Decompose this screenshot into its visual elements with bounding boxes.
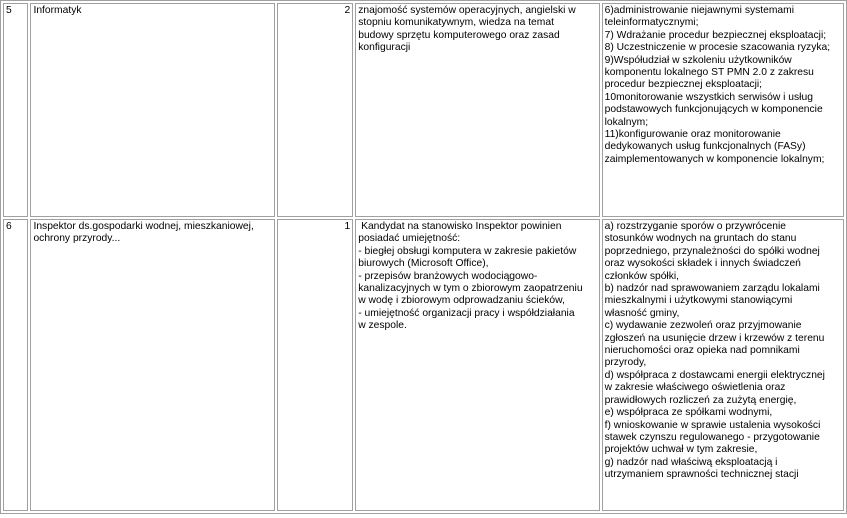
duties-line: prawidłowych rozliczeń za zużytą energię, bbox=[604, 394, 797, 406]
duties-line: oraz wysokości składek i innych świadczeń bbox=[604, 258, 801, 270]
row-number-cell bbox=[3, 3, 28, 217]
duties-line: dedykowanych usług funkcjonalnych (FASy) bbox=[604, 141, 806, 153]
table-row bbox=[3, 3, 844, 217]
position-cell bbox=[30, 219, 274, 511]
requirements-line: budowy sprzętu komputerowego oraz zasad bbox=[358, 29, 560, 41]
duties-line: podstawowych funkcjonujących w komponencie bbox=[604, 104, 823, 116]
duties-line: 6)administrowanie niejawnymi systemami bbox=[604, 5, 795, 16]
row-number: 5 bbox=[6, 5, 12, 16]
duties-line: 10monitorowanie wszystkich serwisów i usług bbox=[604, 91, 813, 103]
requirements-line: - biegłej obsługi komputera w zakresie pakietów bbox=[358, 245, 577, 257]
duties-line: w zakresie właściwego oświetlenia oraz bbox=[604, 382, 786, 394]
row-number-cell bbox=[3, 219, 28, 511]
duties-line: 8) Uczestniczenie w procesie szacowania ryzyka; bbox=[604, 42, 831, 54]
position-name-line: ochrony przyrody... bbox=[33, 233, 121, 245]
requirements-line: Kandydat na stanowisko Inspektor powinien bbox=[358, 221, 562, 232]
requirements-line: stopniu komunikatywnym, wiedza na temat bbox=[358, 17, 554, 29]
requirements-line: konfiguracji bbox=[358, 42, 411, 54]
requirements-line: biurowych (Microsoft Office), bbox=[358, 258, 489, 270]
position-cell bbox=[30, 3, 274, 217]
duties-line: mieszkalnymi i użytkowymi stanowiącymi bbox=[604, 295, 793, 307]
requirements-line: znajomość systemów operacyjnych, angielski w bbox=[358, 5, 576, 16]
duties-line: komponentu lokalnego ST PMN 2.0 z zakresu bbox=[604, 67, 814, 79]
duties-line: zgłoszeń na usunięcie drzew i krzewów z terenu bbox=[604, 332, 825, 344]
table-row bbox=[3, 219, 844, 511]
duties-line: własność gminy, bbox=[604, 307, 680, 319]
position-count: 2 bbox=[344, 5, 351, 16]
duties-line: lokalnym; bbox=[604, 116, 649, 128]
requirements-line: - przepisów branżowych wodociągowo- bbox=[358, 270, 538, 282]
duties-line: 9)Współudział w szkoleniu użytkowników bbox=[604, 54, 792, 66]
position-name: Informatyk bbox=[33, 5, 82, 16]
requirements-cell bbox=[355, 3, 599, 217]
duties-line: nieruchomości oraz opieka nad pomnikami bbox=[604, 345, 800, 357]
duties-line: a) rozstrzyganie sporów o przywrócenie bbox=[604, 221, 787, 232]
position-count: 1 bbox=[344, 221, 351, 232]
position-name-line: Inspektor ds.gospodarki wodnej, mieszkaniowej, bbox=[33, 221, 254, 232]
row-number: 6 bbox=[6, 221, 12, 232]
duties-line: poprzedniego, przynależności do spółki wodnej bbox=[604, 245, 820, 257]
duties-line: członków spółki, bbox=[604, 270, 680, 282]
duties-line: zaimplementowanych w komponencie lokalnym; bbox=[604, 153, 825, 165]
duties-line: f) wnioskowanie w sprawie ustalenia wysokości bbox=[604, 419, 821, 431]
duties-line: stosunków wodnych na gruntach do stanu bbox=[604, 233, 797, 245]
duties-cell bbox=[602, 3, 844, 217]
requirements-line: kanalizacyjnych w tym o zbiorowym zaopatrzeniu bbox=[358, 283, 583, 295]
requirements-line: w zespole. bbox=[358, 320, 407, 332]
requirements-line: posiadać umiejętność: bbox=[358, 233, 461, 245]
duties-line: 11)konfigurowanie oraz monitorowanie bbox=[604, 129, 781, 141]
duties-line: procedur bezpiecznej eksploatacji; bbox=[604, 79, 763, 91]
duties-line: g) nadzór nad właściwą eksploatacją i bbox=[604, 456, 778, 468]
duties-line: teleinformatycznymi; bbox=[604, 17, 699, 29]
duties-line: projektów uchwał w tym zakresie, bbox=[604, 444, 758, 456]
duties-line: utrzymaniem sprawności technicznej stacji bbox=[604, 469, 799, 481]
duties-line: 7) Wdrażanie procedur bezpiecznej eksploatacji; bbox=[604, 29, 827, 41]
requirements-line: w wodę i zbiorowym odprowadzaniu ścieków, bbox=[358, 295, 565, 307]
duties-line: c) wydawanie zezwoleń oraz przyjmowanie bbox=[604, 320, 802, 332]
duties-line: e) współpraca ze spółkami wodnymi, bbox=[604, 407, 773, 419]
count-cell bbox=[277, 219, 353, 511]
requirements-cell bbox=[355, 219, 599, 511]
duties-line: stawek czynszu regulowanego - przygotowanie bbox=[604, 431, 820, 443]
duties-line: b) nadzór nad sprawowaniem zarządu lokalami bbox=[604, 283, 820, 295]
duties-cell bbox=[602, 219, 844, 511]
duties-line: d) współpraca z dostawcami energii elektrycznej bbox=[604, 369, 825, 381]
duties-line: przyrody, bbox=[604, 357, 647, 369]
count-cell bbox=[277, 3, 353, 217]
requirements-line: - umiejętność organizacji pracy i współdziałania bbox=[358, 307, 575, 319]
